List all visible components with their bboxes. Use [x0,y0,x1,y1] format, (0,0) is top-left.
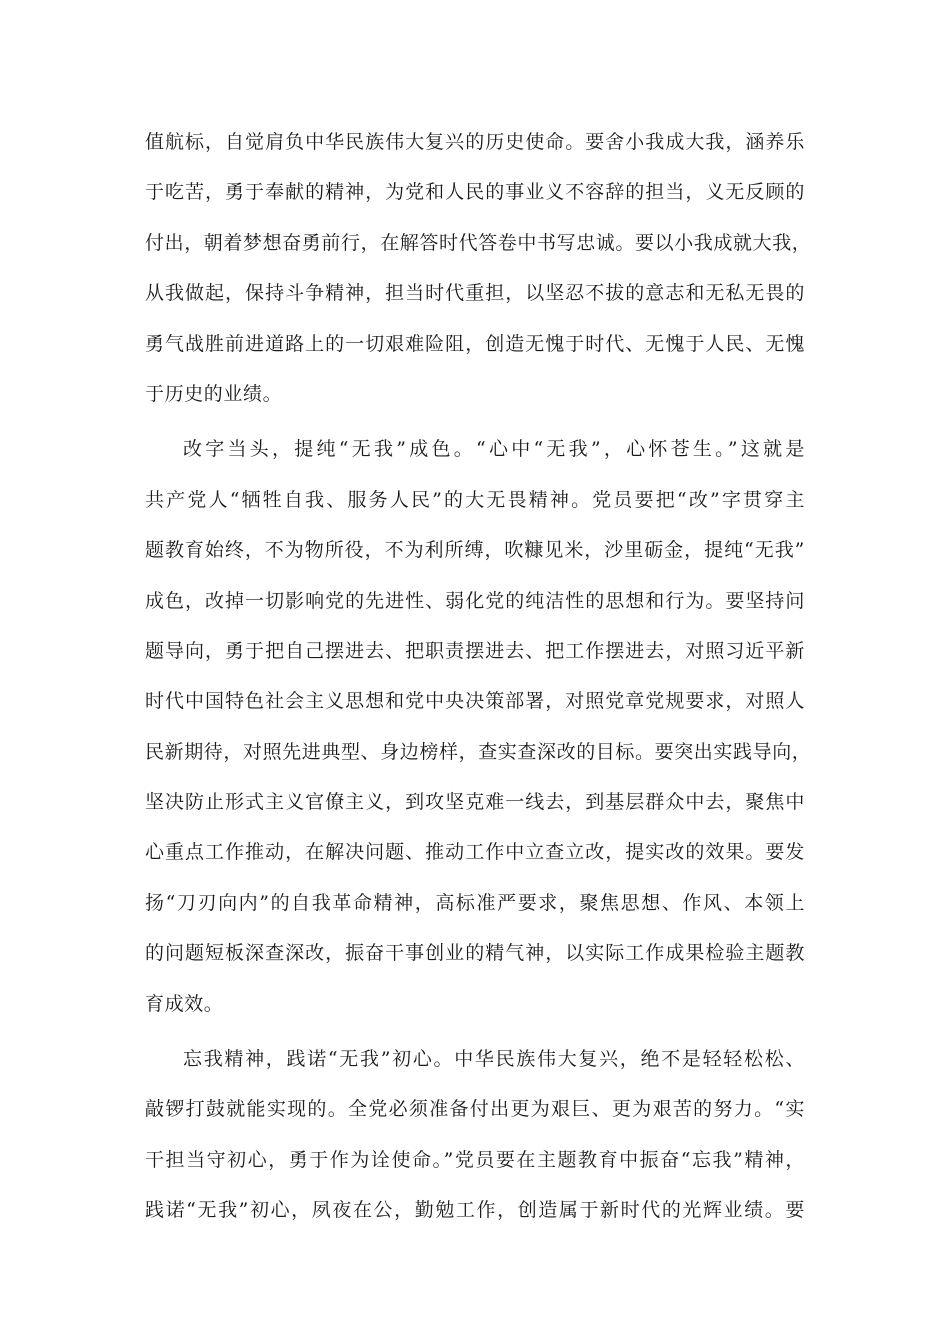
text-line: 践诺“无我”初心，夙夜在公，勤勉工作，创造属于新时代的光辉业绩。要 [145,1199,805,1222]
text-line: 改字当头，提纯“无我”成色。“心中“无我”，心怀苍生。”这就是 [183,438,805,461]
text-line: 共产党人“牺牲自我、服务人民”的大无畏精神。党员要把“改”字贯穿主 [145,488,805,511]
text-line: 的问题短板深查深改，振奋干事创业的精气神，以实际工作成果检验主题教 [145,942,805,965]
text-line: 题教育始终，不为物所役，不为利所缚，吹糠见米，沙里砺金，提纯“无我” [145,539,805,562]
text-line: 忘我精神，践诺“无我”初心。中华民族伟大复兴，绝不是轻轻松松、 [183,1048,805,1071]
text-line: 民新期待，对照先进典型、身边榜样，查实查深改的目标。要突出实践导向， [145,740,812,763]
text-line: 时代中国特色社会主义思想和党中央决策部署，对照党章党规要求，对照人 [145,690,805,713]
text-line: 从我做起，保持斗争精神，担当时代重担，以坚忍不拔的意志和无私无畏的 [145,282,805,305]
text-line: 于吃苦，勇于奉献的精神，为党和人民的事业义不容辞的担当，义无反顾的 [145,181,805,204]
paragraph-2 [145,424,812,1029]
text-line: 敲锣打鼓就能实现的。全党必须准备付出更为艰巨、更为艰苦的努力。“实 [145,1098,805,1121]
text-line: 扬“刀刃向内”的自我革命精神，高标准严要求，聚焦思想、作风、本领上 [145,891,805,914]
paragraph-3 [145,1034,805,1236]
text-line: 题导向，勇于把自己摆进去、把职责摆进去、把工作摆进去，对照习近平新 [145,639,805,662]
text-line: 于历史的业绩。 [145,382,283,405]
paragraph-1 [145,117,812,419]
text-line: 干担当守初心，勇于作为诠使命。”党员要在主题教育中振奋“忘我”精神， [145,1148,805,1171]
document-body [145,117,812,1236]
text-line: 成色，改掉一切影响党的先进性、弱化党的纯洁性的思想和行为。要坚持问 [145,589,805,612]
text-line: 付出，朝着梦想奋勇前行，在解答时代答卷中书写忠诚。要以小我成就大我， [145,231,812,254]
text-line: 值航标，自觉肩负中华民族伟大复兴的历史使命。要舍小我成大我，涵养乐 [145,131,805,153]
text-line: 育成效。 [145,992,224,1015]
text-line: 坚决防止形式主义官僚主义，到攻坚克难一线去，到基层群众中去，聚焦中 [145,791,805,814]
text-line: 勇气战胜前进道路上的一切艰难险阻，创造无愧于时代、无愧于人民、无愧 [145,332,805,355]
text-line: 心重点工作推动，在解决问题、推动工作中立查立改，提实改的效果。要发 [145,841,805,864]
